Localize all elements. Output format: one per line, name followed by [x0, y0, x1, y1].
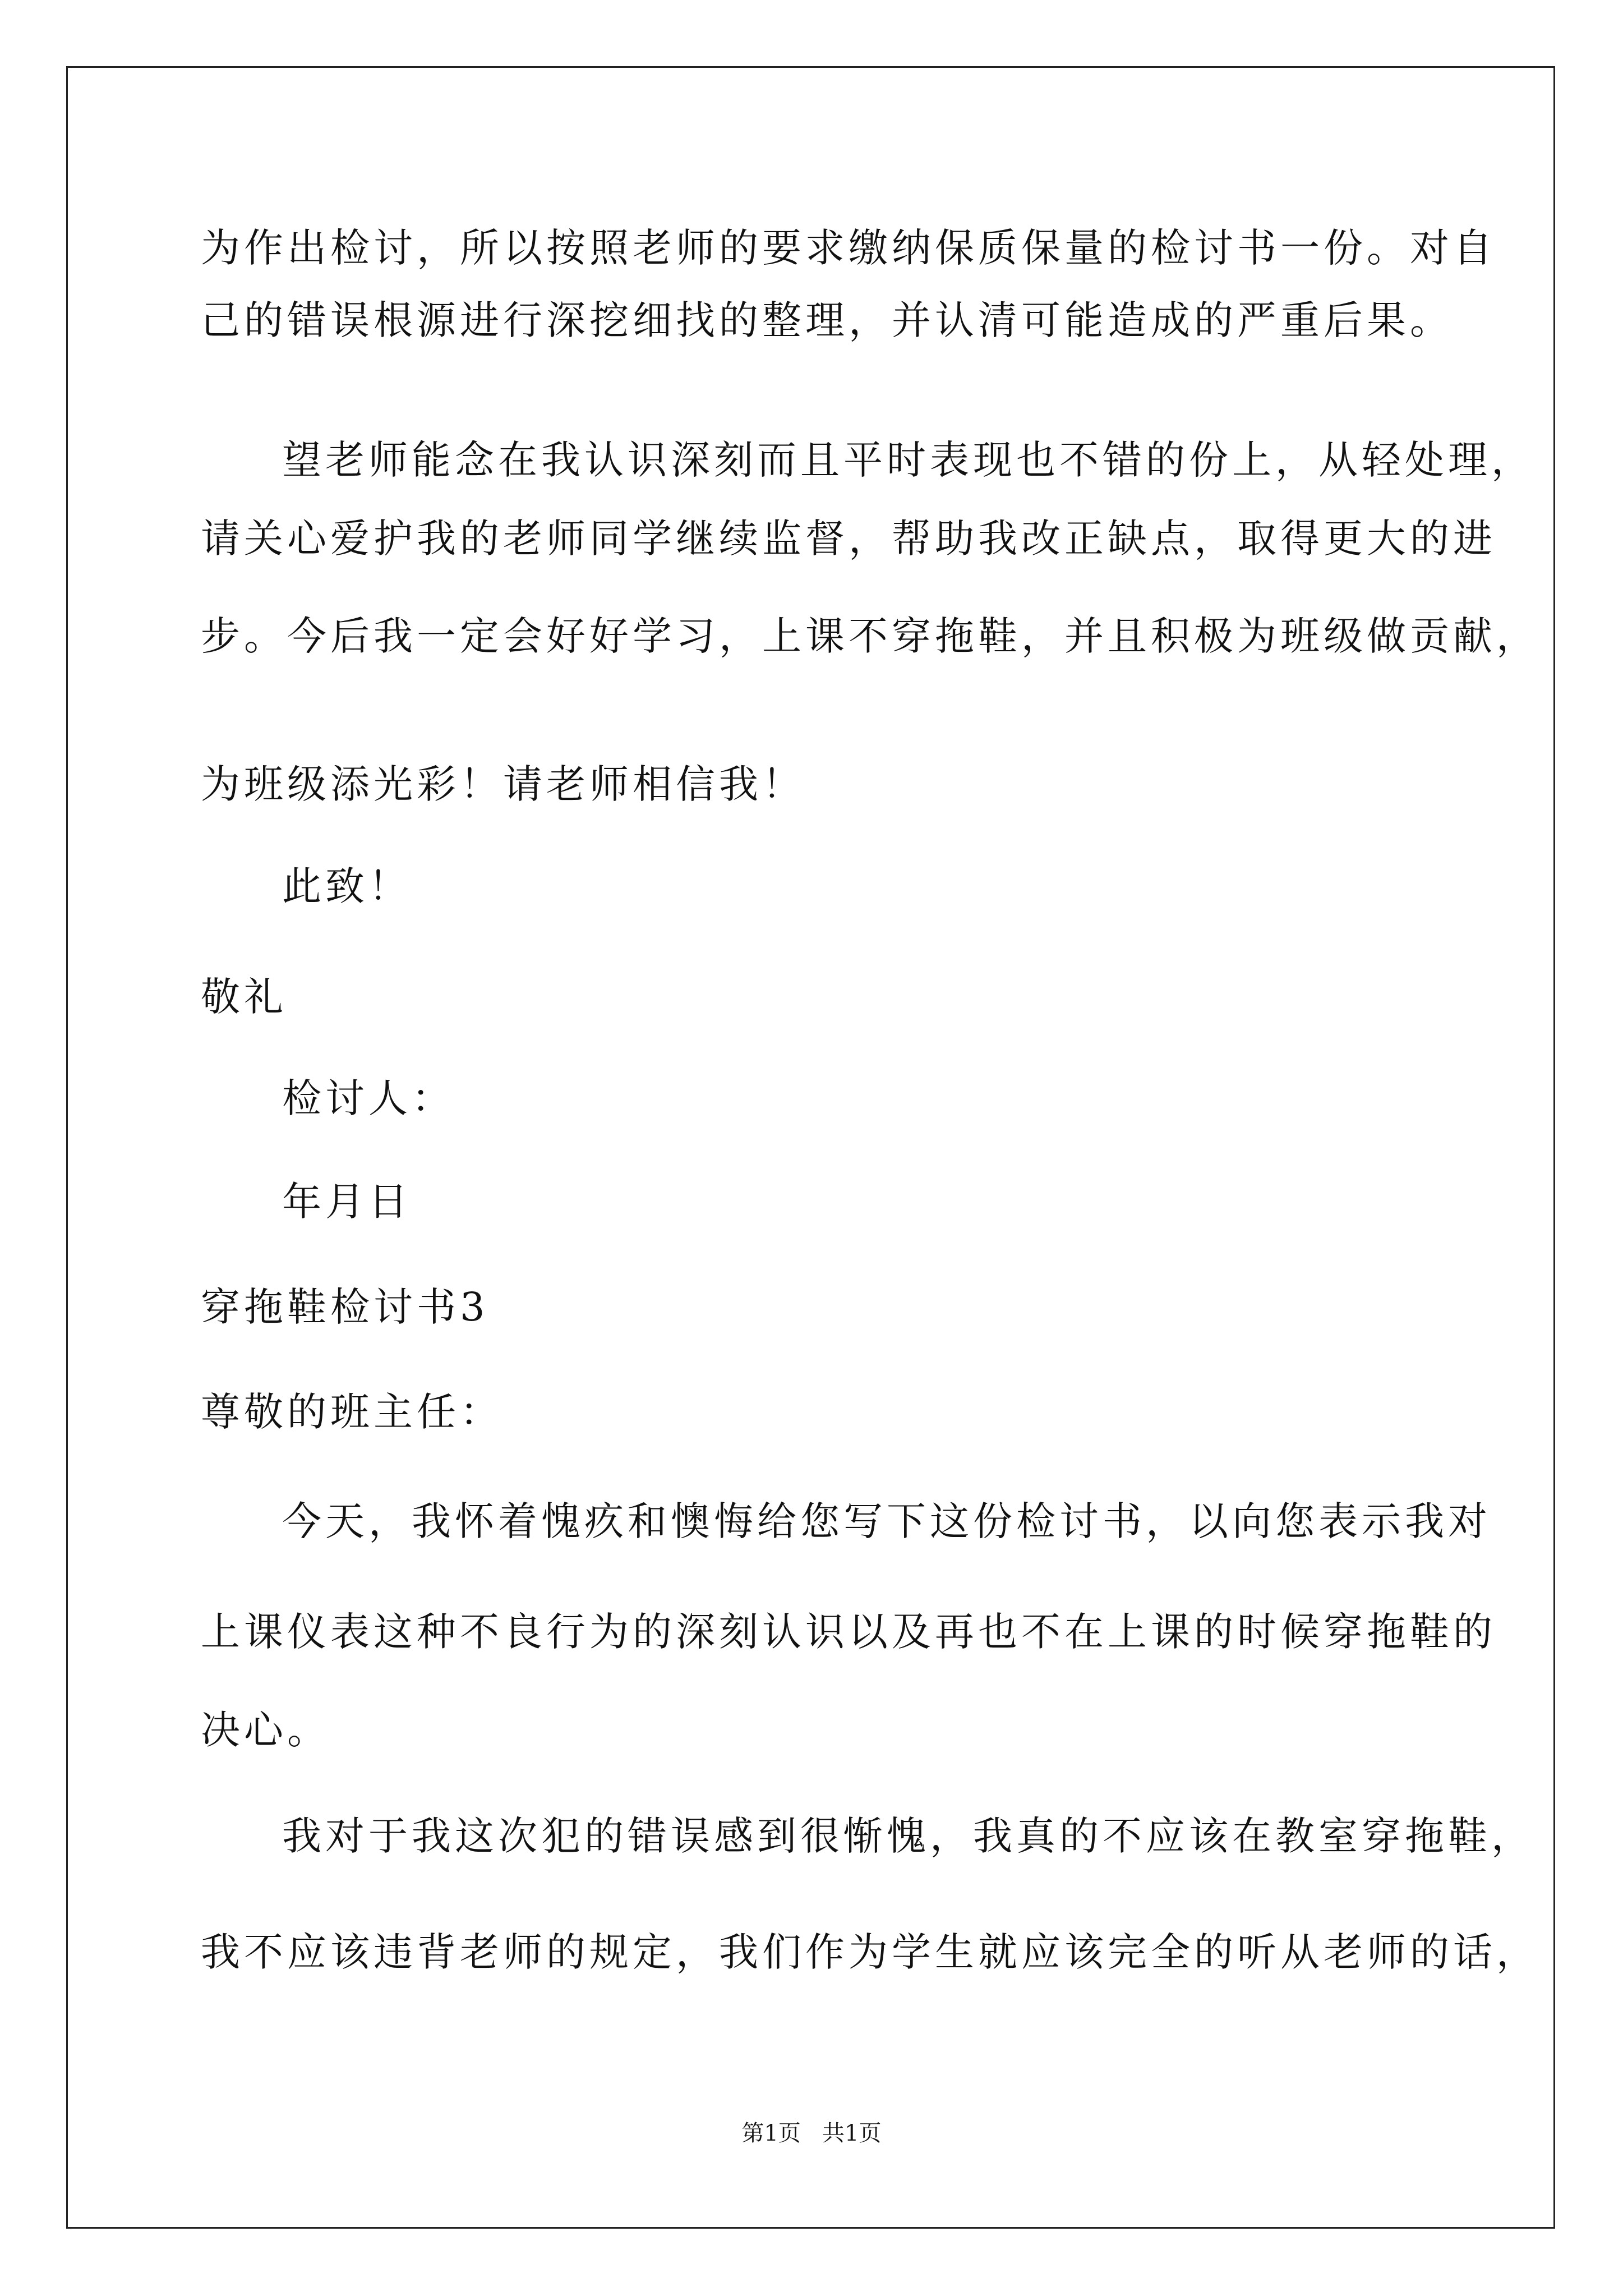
body-line: 决心。 — [201, 1707, 330, 1753]
page-footer: 第1页 共1页 — [741, 2120, 882, 2146]
body-line: 我不应该违背老师的规定，我们作为学生就应该完全的听从老师的话， — [201, 1929, 1539, 1975]
respect-closing: 敬礼 — [201, 974, 287, 1020]
body-line: 上课仪表这种不良行为的深刻认识以及再也不在上课的时候穿拖鞋的 — [201, 1609, 1496, 1655]
body-line: 我对于我这次犯的错误感到很惭愧，我真的不应该在教室穿拖鞋， — [282, 1813, 1534, 1859]
body-line: 请关心爱护我的老师同学继续监督，帮助我改正缺点，取得更大的进 — [201, 516, 1496, 562]
signature-label: 检讨人： — [282, 1075, 455, 1121]
section-title: 穿拖鞋检讨书3 — [201, 1284, 489, 1330]
body-line: 为班级添光彩！请老师相信我！ — [201, 761, 805, 807]
body-line: 己的错误根源进行深挖细找的整理，并认清可能造成的严重后果。 — [201, 297, 1453, 343]
body-line: 今天，我怀着愧疚和懊悔给您写下这份检讨书，以向您表示我对 — [282, 1498, 1491, 1544]
body-line: 望老师能念在我认识深刻而且平时表现也不错的份上，从轻处理， — [282, 437, 1534, 483]
body-line: 步。今后我一定会好好学习，上课不穿拖鞋，并且积极为班级做贡献， — [201, 613, 1539, 659]
date-label: 年月日 — [282, 1179, 412, 1225]
salutation-closing: 此致！ — [282, 863, 412, 909]
body-line: 为作出检讨，所以按照老师的要求缴纳保质保量的检讨书一份。对自 — [201, 225, 1496, 271]
page-border — [66, 66, 1555, 2229]
recipient-salutation: 尊敬的班主任： — [201, 1389, 503, 1435]
